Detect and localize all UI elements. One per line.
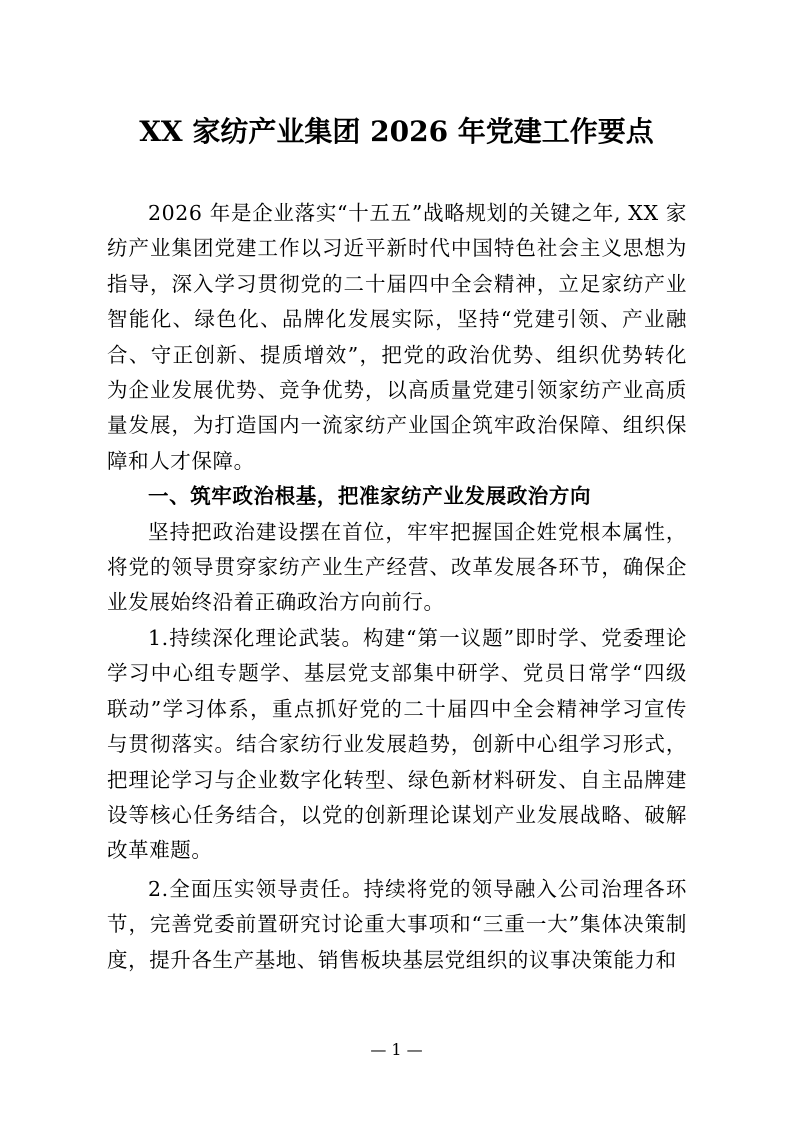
- intro-paragraph: 2026 年是企业落实“十五五”战略规划的关键之年, XX 家纺产业集团党建工作以习近平新时代中国特色社会主义思想为指导，深入学习贯彻党的二十届四中全会精神，立足家纺产业智能化、绿色化、品牌化发展实际，坚持“党建引领、产业融合、守正创新、提质增效”，把党的政治优势、组织优势转化为企业发展优势、竞争优势，以高质量党建引领家纺产业高质量发展，为打造国内一流家纺产业国企筑牢政治保障、组织保障和人才保障。: [107, 201, 687, 473]
- item-2-paragraph: 2.全面压实领导责任。持续将党的领导融入公司治理各环节，完善党委前置研究讨论重大事项和“三重一大”集体决策制度，提升各生产基地、销售板块基层党组织的议事决策能力和: [107, 876, 687, 972]
- section-1-heading: 一、筑牢政治根基，把准家纺产业发展政治方向: [148, 484, 592, 509]
- document-title: XX 家纺产业集团 2026 年党建工作要点: [139, 115, 654, 148]
- item-1-paragraph: 1.持续深化理论武装。构建“第一议题”即时学、党委理论学习中心组专题学、基层党支部集中研学、党员日常学“四级联动”学习体系，重点抓好党的二十届四中全会精神学习宣传与贯彻落实。结合家纺行业发展趋势，创新中心组学习形式，把理论学习与企业数字化转型、绿色新材料研发、自主品牌建设等核心任务结合，以党的创新理论谋划产业发展战略、破解改革难题。: [107, 625, 687, 863]
- section-1-intro-paragraph: 坚持把政治建设摆在首位，牢牢把握国企姓党根本属性，将党的领导贯穿家纺产业生产经营、改革发展各环节，确保企业发展始终沿着正确政治方向前行。: [107, 519, 687, 615]
- page-number: — 1 —: [370, 1040, 423, 1059]
- document-body: [107, 196, 687, 978]
